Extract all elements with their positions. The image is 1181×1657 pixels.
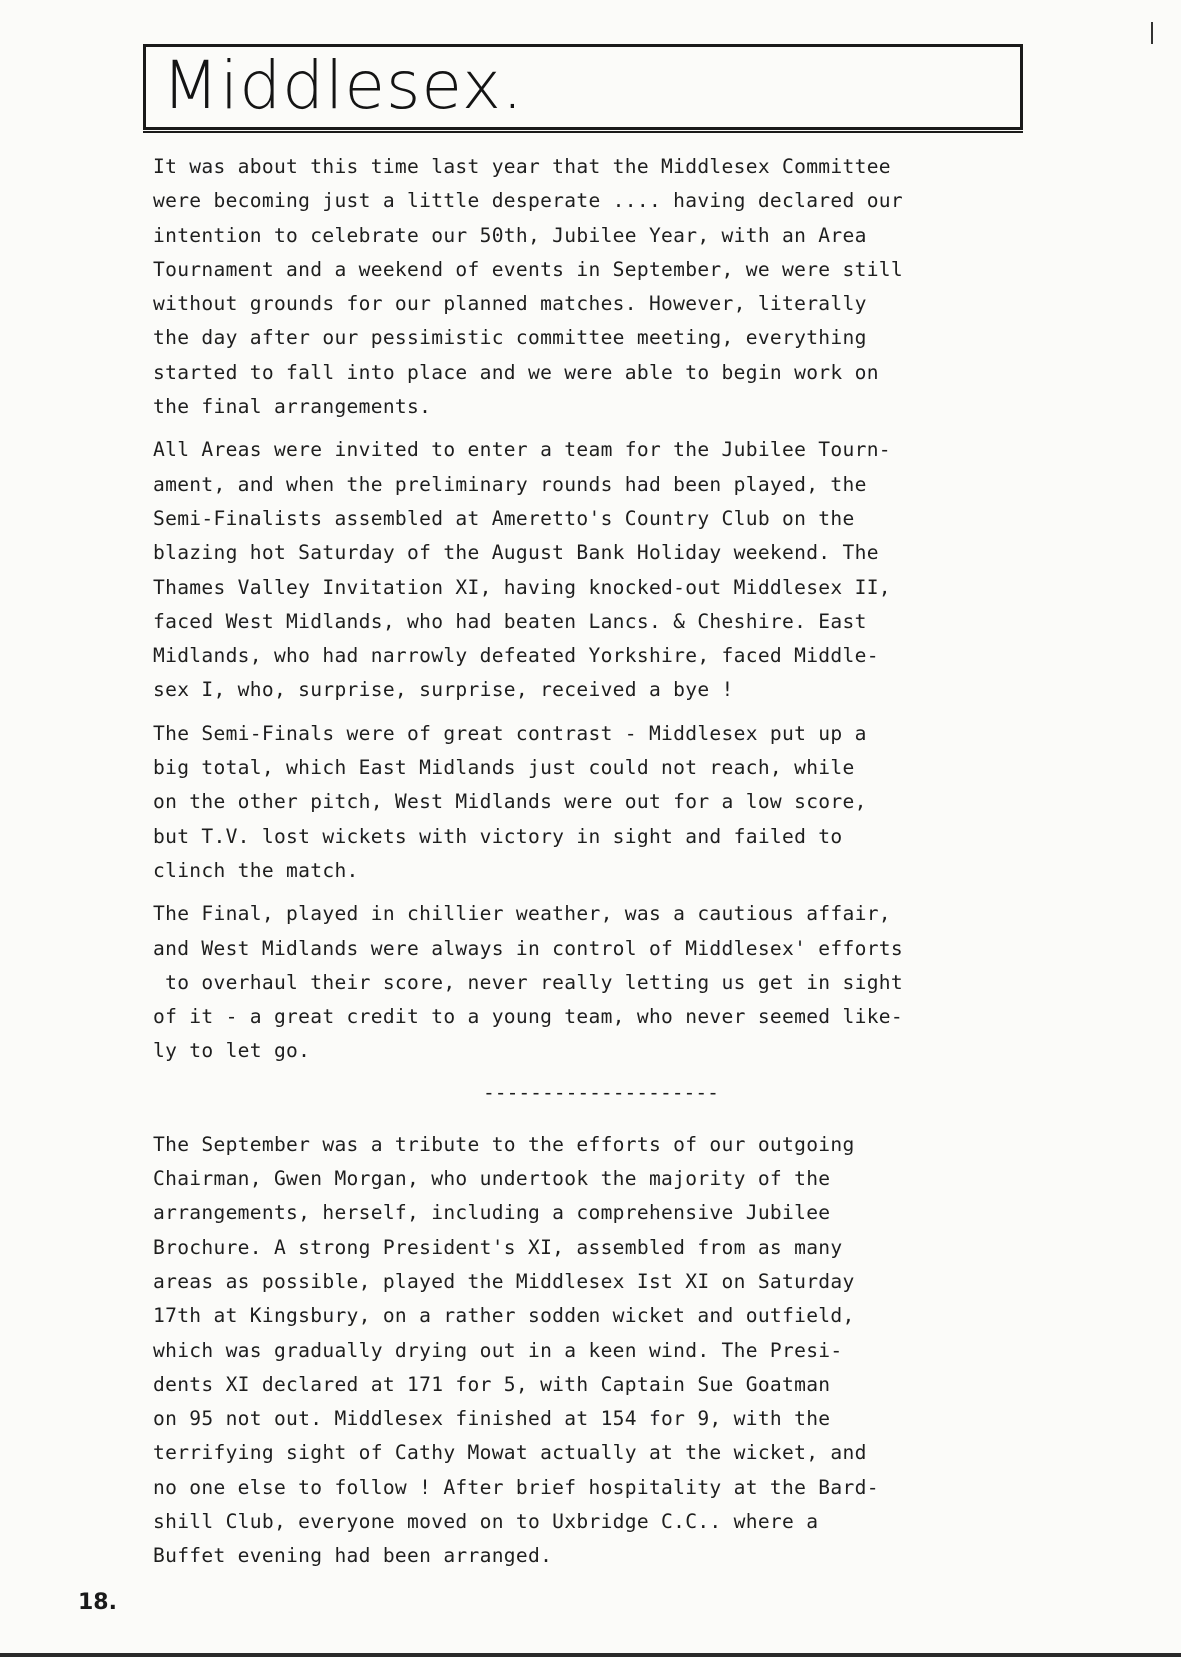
- text-line: on the other pitch, West Midlands were out for a low score,: [153, 790, 867, 814]
- text-line: blazing hot Saturday of the August Bank Holiday weekend. The: [153, 541, 879, 565]
- text-line: and West Midlands were always in control of Middlesex' efforts: [153, 936, 903, 960]
- text-line: areas as possible, played the Middlesex Ist XI on Saturday: [153, 1269, 855, 1293]
- text-line: intention to celebrate our 50th, Jubilee Year, with an Area: [153, 223, 867, 247]
- text-line: The Final, played in chillier weather, was a cautious affair,: [153, 902, 891, 926]
- paragraph-4: [153, 897, 1033, 1068]
- article-body: [153, 150, 1033, 1583]
- bottom-edge: [0, 1653, 1181, 1657]
- text-line: Thames Valley Invitation XI, having knocked-out Middlesex II,: [153, 575, 891, 599]
- title-box: [143, 44, 1023, 130]
- paragraph-2: [153, 433, 1033, 707]
- text-line: no one else to follow ! After brief hospitality at the Bard-: [153, 1475, 879, 1499]
- text-line: terrifying sight of Cathy Mowat actually at the wicket, and: [153, 1441, 867, 1465]
- text-line: of it - a great credit to a young team, who never seemed like-: [153, 1005, 903, 1029]
- text-line: shill Club, everyone moved on to Uxbridge C.C.. where a: [153, 1509, 819, 1533]
- text-line: ly to let go.: [153, 1039, 311, 1063]
- text-line: Midlands, who had narrowly defeated Yorkshire, faced Middle-: [153, 644, 879, 668]
- text-line: The Semi-Finals were of great contrast - Middlesex put up a: [153, 721, 867, 745]
- paragraph-1: [153, 150, 1033, 424]
- text-line: on 95 not out. Middlesex finished at 154 for 9, with the: [153, 1407, 831, 1431]
- text-line: sex I, who, surprise, surprise, received a bye !: [153, 678, 734, 702]
- text-line: arrangements, herself, including a comprehensive Jubilee: [153, 1201, 831, 1225]
- text-line: started to fall into place and we were able to begin work on: [153, 360, 879, 384]
- section-separator: --------------------: [483, 1080, 719, 1104]
- paragraph-5: [153, 1128, 1033, 1574]
- text-line: were becoming just a little desperate .... having declared our: [153, 189, 903, 213]
- text-line: The September was a tribute to the efforts of our outgoing: [153, 1132, 855, 1156]
- text-line: but T.V. lost wickets with victory in sight and failed to: [153, 824, 843, 848]
- page-edge-mark: [1151, 22, 1153, 44]
- text-line: to overhaul their score, never really letting us get in sight: [153, 970, 903, 994]
- text-line: ament, and when the preliminary rounds had been played, the: [153, 472, 867, 496]
- text-line: It was about this time last year that the Middlesex Committee: [153, 155, 891, 178]
- text-line: the day after our pessimistic committee meeting, everything: [153, 326, 867, 350]
- text-line: dents XI declared at 171 for 5, with Captain Sue Goatman: [153, 1372, 831, 1396]
- text-line: Semi-Finalists assembled at Ameretto's Country Club on the: [153, 506, 855, 530]
- text-line: Buffet evening had been arranged.: [153, 1544, 553, 1568]
- text-line: without grounds for our planned matches. However, literally: [153, 292, 867, 316]
- text-line: Brochure. A strong President's XI, assembled from as many: [153, 1235, 843, 1259]
- page-number: 18.: [78, 1590, 117, 1615]
- text-line: big total, which East Midlands just could not reach, while: [153, 756, 855, 780]
- text-line: All Areas were invited to enter a team for the Jubilee Tourn-: [153, 438, 891, 462]
- text-line: faced West Midlands, who had beaten Lancs. & Cheshire. East: [153, 609, 867, 633]
- paragraph-3: [153, 717, 1033, 888]
- text-line: Tournament and a weekend of events in September, we were still: [153, 257, 903, 281]
- text-line: Chairman, Gwen Morgan, who undertook the majority of the: [153, 1167, 831, 1191]
- text-line: 17th at Kingsbury, on a rather sodden wicket and outfield,: [153, 1304, 855, 1328]
- text-line: clinch the match.: [153, 858, 359, 882]
- text-line: which was gradually drying out in a keen wind. The Presi-: [153, 1338, 843, 1362]
- text-line: the final arrangements.: [153, 395, 432, 419]
- page-title: Middlesex.: [162, 47, 524, 124]
